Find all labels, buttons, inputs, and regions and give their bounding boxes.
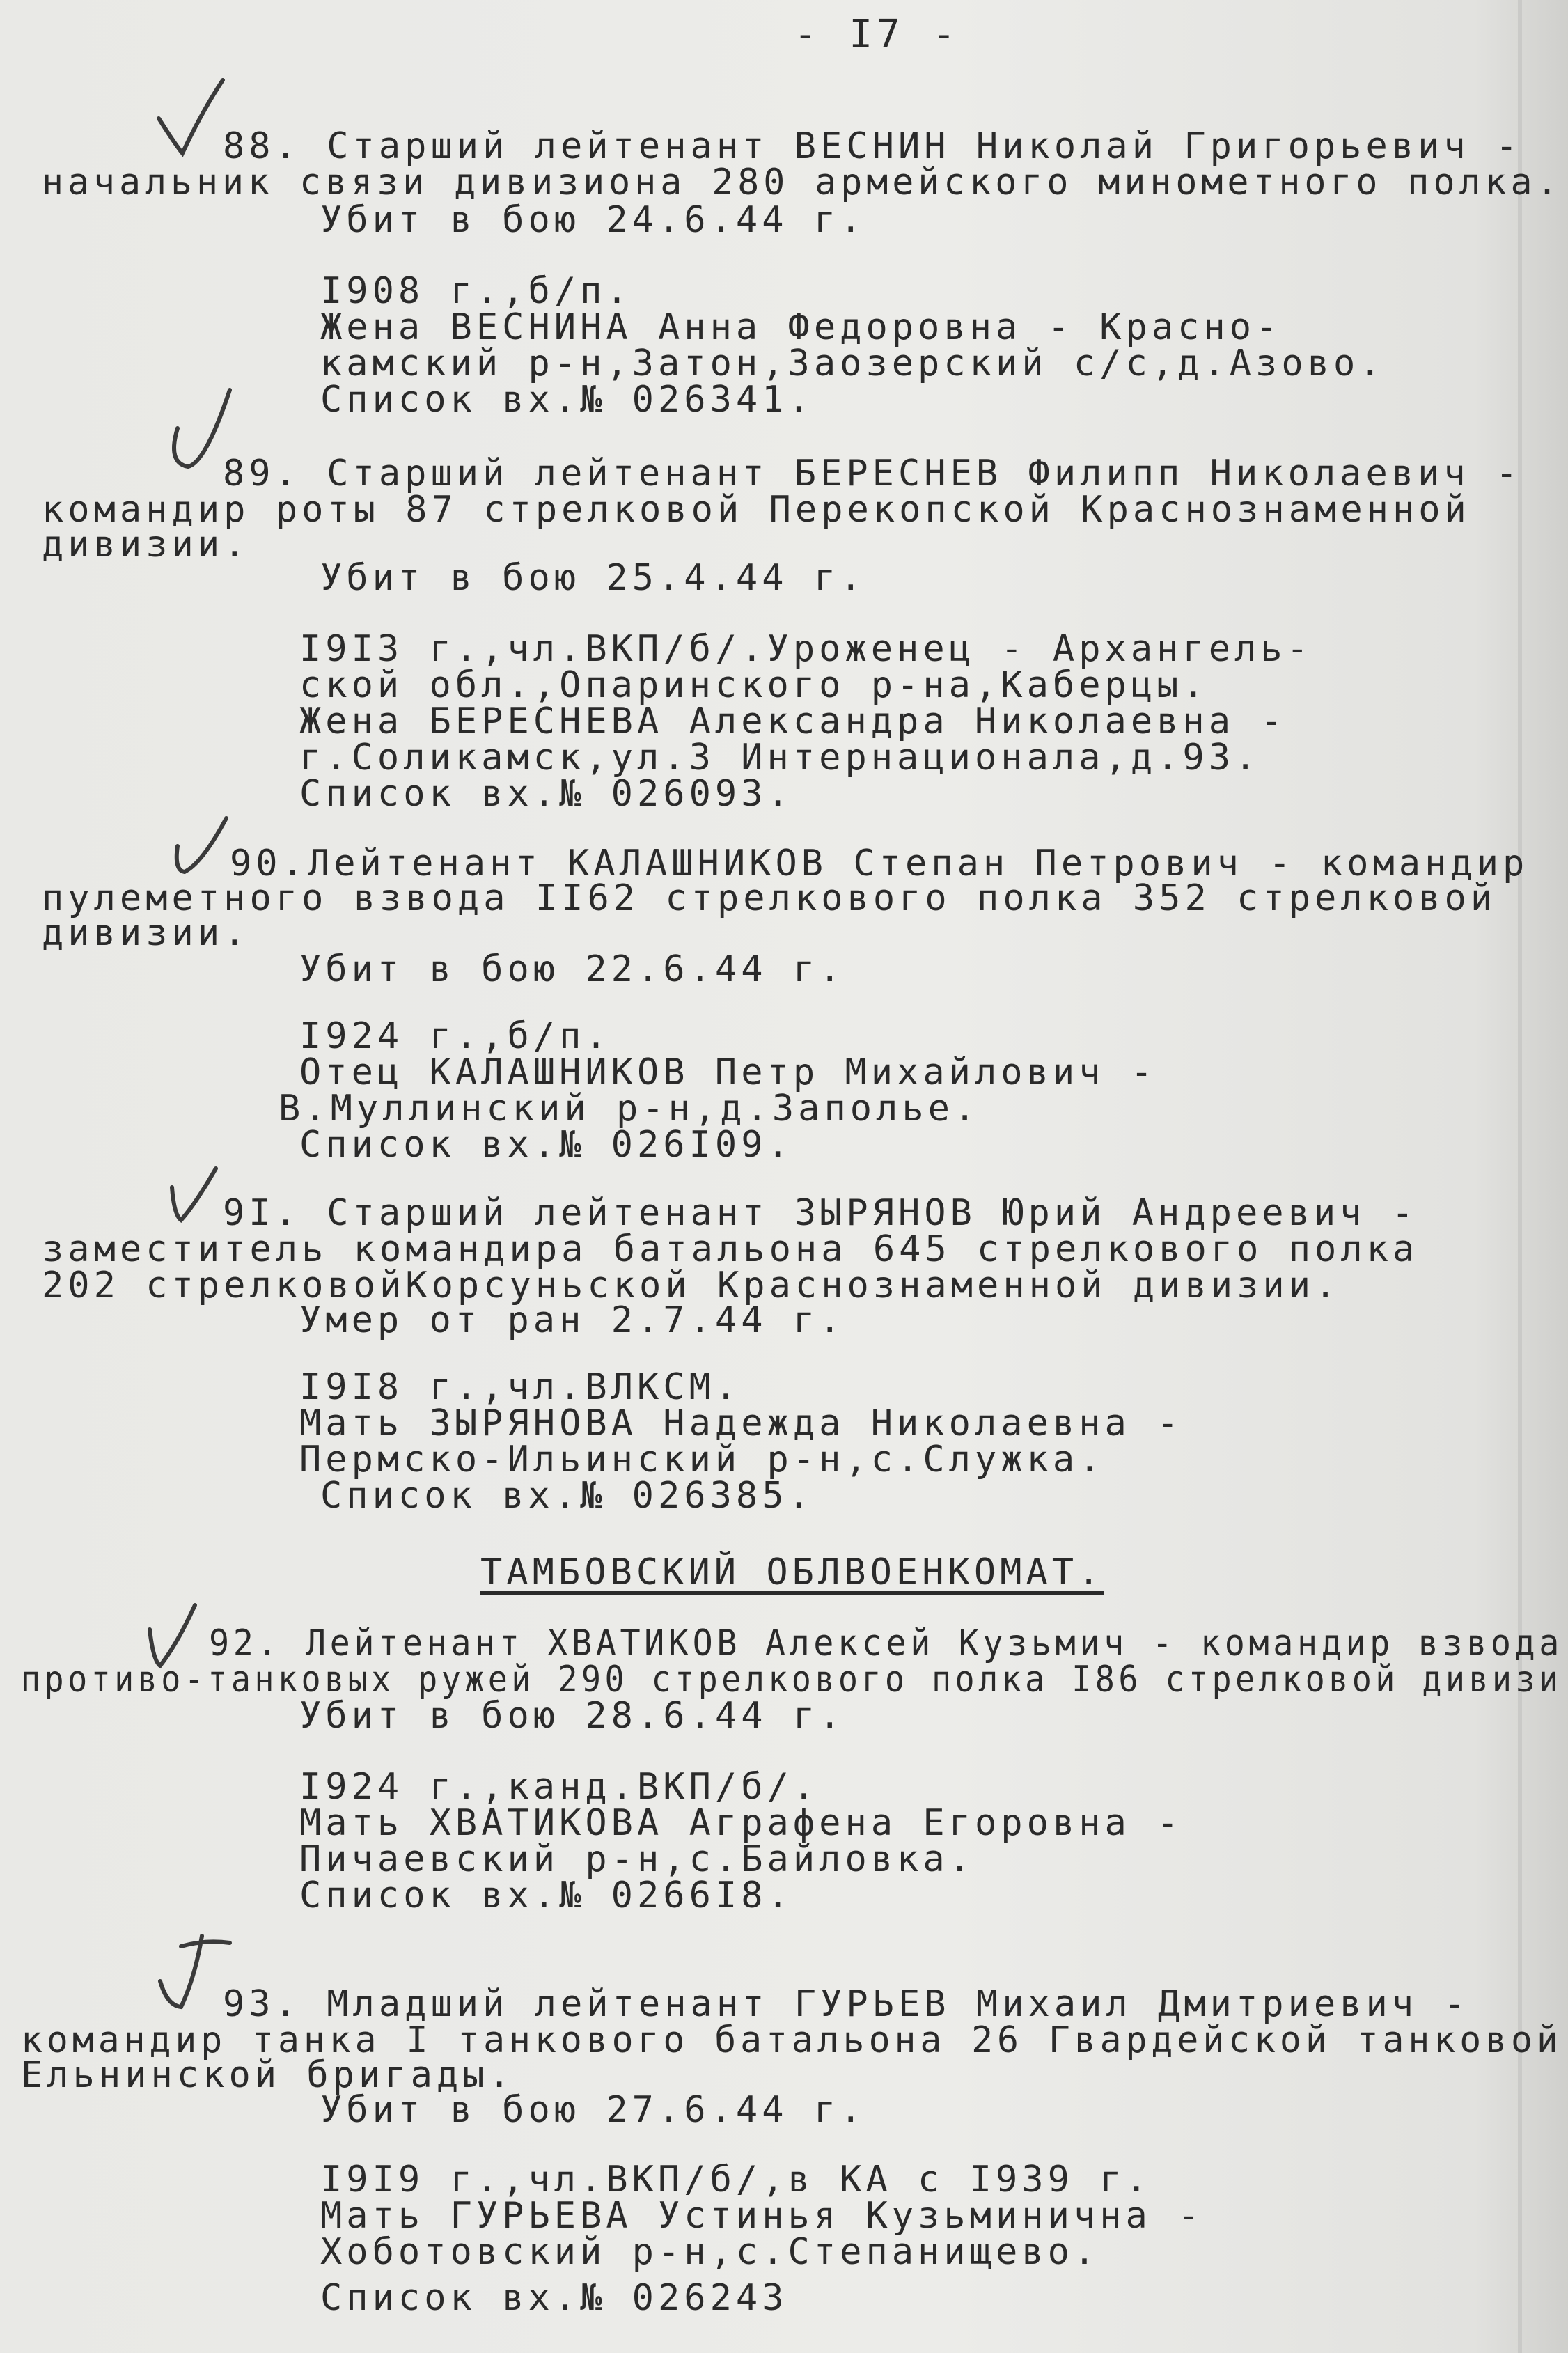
entry-93-line-2: командир танка I танкового батальона 26 Гвардейской танковой [21,2019,1562,2061]
entry-91-line-3: 202 стрелковойКорсуньской Краснознаменной дивизии. [42,1265,1341,1306]
entry-89-line-5: I9I3 г.,чл.ВКП/б/.Уроженец - Архангель- [299,628,1312,670]
entry-88-line-2: начальник связи дивизиона 280 армейского минометного полка. [42,162,1562,203]
entry-88-line-3: Убит в бою 24.6.44 г. [320,199,866,241]
entry-91-line-1: 9I. Старший лейтенант ЗЫРЯНОВ Юрий Андреевич - [223,1192,1418,1234]
checkmark-icon [164,1163,226,1226]
page-fold-shadow [1518,0,1522,2353]
entry-90-line-7: В.Муллинский р-н,д.Заполье. [279,1088,980,1129]
entry-90-line-8: Список вх.№ 026I09. [299,1124,793,1166]
entry-89-line-6: ской обл.,Опаринского р-на,Каберцы. [299,664,1209,706]
entry-93-line-1: 93. Младший лейтенант ГУРЬЕВ Михаил Дмитриевич - [223,1983,1470,2025]
entry-90-line-5: I924 г.,б/п. [299,1015,611,1057]
entry-90-line-6: Отец КАЛАШНИКОВ Петр Михайлович - [299,1052,1157,1093]
entry-92-line-4: I924 г.,канд.ВКП/б/. [299,1766,820,1808]
entry-89-line-3: дивизии. [42,524,250,565]
checkmark-icon [153,77,230,160]
entry-92-line-3: Убит в бою 28.6.44 г. [299,1695,845,1737]
entry-93-line-8: Список вх.№ 026243 [320,2277,788,2319]
entry-89-line-7: Жена БЕРЕСНЕВА Александра Николаевна - [299,701,1287,742]
page-number: - I7 - [794,12,960,57]
entry-92-line-7: Список вх.№ 0266I8. [299,1875,793,1916]
entry-88-line-5: Жена ВЕСНИНА Анна Федоровна - Красно- [320,306,1282,348]
entry-91-line-2: заместитель командира батальона 645 стрелкового полка [42,1228,1419,1270]
entry-89-line-9: Список вх.№ 026093. [299,773,793,815]
entry-91-line-6: Мать ЗЫРЯНОВА Надежда Николаевна - [299,1402,1183,1444]
entry-88-line-4: I908 г.,б/п. [320,270,632,312]
entry-90-line-4: Убит в бою 22.6.44 г. [299,948,845,990]
entry-91-line-4: Умер от ран 2.7.44 г. [299,1299,845,1341]
entry-93-line-5: I9I9 г.,чл.ВКП/б/,в КА с I939 г. [320,2159,1152,2200]
entry-92-line-6: Пичаевский р-н,с.Байловка. [299,1838,975,1880]
entry-91-line-8: Список вх.№ 026385. [320,1475,814,1517]
section-heading: ТАМБОВСКИЙ ОБЛВОЕНКОМАТ. [480,1551,1104,1593]
entry-91-line-5: I9I8 г.,чл.ВЛКСМ. [299,1366,742,1408]
entry-90-line-1: 90.Лейтенант КАЛАШНИКОВ Степан Петрович - командир [230,843,1529,884]
entry-93-line-4: Убит в бою 27.6.44 г. [320,2089,866,2131]
entry-89-line-2: командир роты 87 стрелковой Перекопской Краснознаменной [42,489,1471,531]
entry-88-line-1: 88. Старший лейтенант ВЕСНИН Николай Григорьевич - [223,125,1522,167]
entry-89-line-8: г.Соликамск,ул.3 Интернационала,д.93. [299,737,1261,779]
entry-93-line-6: Мать ГУРЬЕВА Устинья Кузьминична - [320,2195,1204,2237]
entry-90-line-2: пулеметного взвода II62 стрелкового полка 352 стрелковой [42,877,1497,919]
entry-88-line-6: камский р-н,Затон,Заозерский с/с,д.Азово. [320,343,1386,384]
entry-92-line-1: 92. Лейтенант ХВАТИКОВ Алексей Кузьмич - командир взвода [209,1623,1564,1664]
entry-89-line-4: Убит в бою 25.4.44 г. [320,557,866,599]
entry-90-line-3: дивизии. [42,912,250,954]
entry-91-line-7: Пермско-Ильинский р-н,с.Служка. [299,1439,1105,1480]
entry-92-line-2: противо-танковых ружей 290 стрелкового полка I86 стрелковой дивизи [21,1659,1562,1701]
entry-93-line-7: Хоботовский р-н,с.Степанищево. [320,2231,1100,2273]
entry-89-line-1: 89. Старший лейтенант БЕРЕСНЕВ Филипп Николаевич - [223,453,1522,494]
entry-92-line-5: Мать ХВАТИКОВА Аграфена Егоровна - [299,1802,1183,1844]
entry-88-line-7: Список вх.№ 026341. [320,379,814,421]
checkmark-icon [167,815,237,877]
entry-93-line-3: Ельнинской бригады. [21,2054,515,2096]
